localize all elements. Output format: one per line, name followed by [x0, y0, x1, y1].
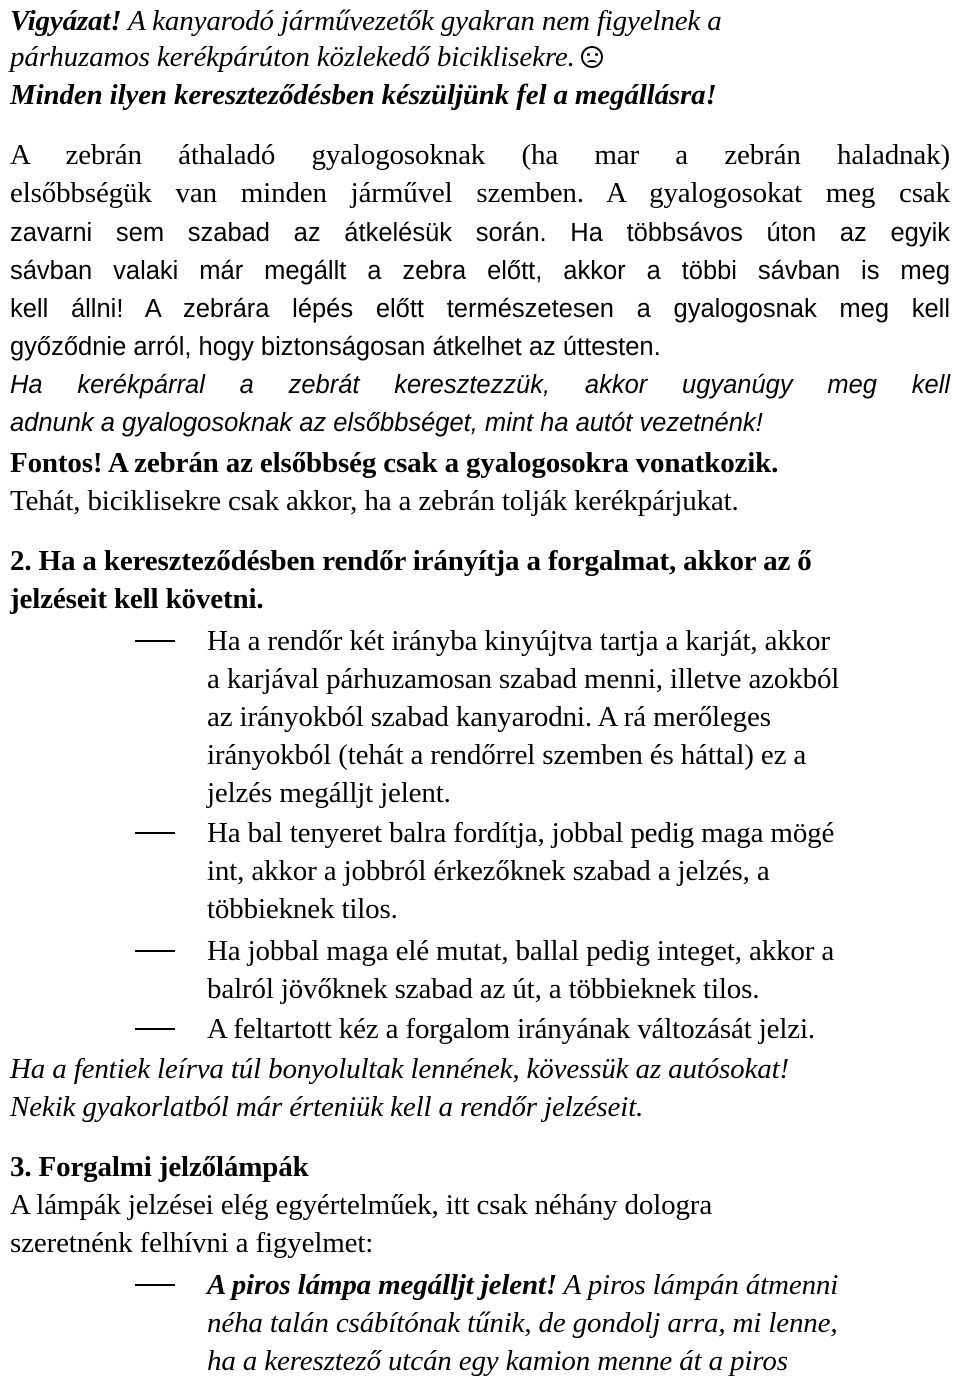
simple-advice-line-1: Ha a fentiek leírva túl bonyolultak lennének, kövessük az autósokat!: [10, 1053, 790, 1085]
bullet-5-line-3: ha a keresztező utcán egy kamion menne át a piros: [207, 1345, 788, 1377]
paragraph-zebra-line-6: győződnie arról, hogy biztonságosan átkelhet az úttesten.: [10, 333, 661, 361]
paragraph-zebra-line-2: elsőbbségük van minden járművel szemben. A gyalogosokat meg csak: [10, 177, 950, 209]
bullet-dash-5: [135, 1284, 175, 1286]
bicycle-note-line-1: Ha kerékpárral a zebrát keresztezzük, akkor ugyanúgy meg kell: [10, 371, 950, 399]
paragraph-zebra-line-5: kell állni! A zebrára lépés előtt természetesen a gyalogosnak meg kell: [10, 295, 950, 323]
paragraph-zebra-line-3: zavarni sem szabad az átkelésük során. Ha többsávos úton az egyik: [10, 219, 950, 247]
bullet-4-line-1: A feltartott kéz a forgalom irányának változását jelzi.: [207, 1013, 816, 1045]
important-line-2: Tehát, biciklisekre csak akkor, ha a zebrán tolják kerékpárjukat.: [10, 485, 739, 517]
section-2-heading-line-2: jelzéseit kell követni.: [10, 583, 264, 615]
bullet-dash-2: [135, 832, 175, 834]
important-line: Fontos! A zebrán az elsőbbség csak a gyalogosokra vonatkozik.: [10, 447, 779, 479]
bullet-5-line-2: néha talán csábítónak tűnik, de gondolj arra, mi lenne,: [207, 1307, 838, 1339]
bicycle-note-line-2: adnunk a gyalogosoknak az elsőbbséget, mint ha autót vezetnénk!: [10, 409, 763, 437]
bullet-1-line-2: a karjával párhuzamosan szabad menni, illetve azokból: [207, 663, 840, 695]
bullet-2-line-2: int, akkor a jobbról érkezőknek szabad a jelzés, a: [207, 855, 770, 887]
warning-line-2-text: párhuzamos kerékpárúton közlekedő biciklisekre.: [10, 41, 575, 73]
warning-line-2: [10, 40, 603, 74]
bullet-2-line-3: többieknek tilos.: [207, 893, 398, 925]
bullet-1-line-4: irányokból (tehát a rendőrrel szemben és háttal) ez a: [207, 739, 807, 771]
bullet-1-line-1: Ha a rendőr két irányba kinyújtva tartja a karját, akkor: [207, 625, 830, 657]
simple-advice-line-2: Nekik gyakorlatból már érteniük kell a rendőr jelzéseit.: [10, 1091, 644, 1123]
bullet-3-line-2: balról jövőknek szabad az út, a többieknek tilos.: [207, 973, 760, 1005]
bullet-2-line-1: Ha bal tenyeret balra fordítja, jobbal pedig maga mögé: [207, 817, 835, 849]
paragraph-zebra-line-4: sávban valaki már megállt a zebra előtt, akkor a többi sávban is meg: [10, 257, 950, 285]
bullet-dash-4: [135, 1028, 175, 1030]
section-3-heading: 3. Forgalmi jelzőlámpák: [10, 1151, 309, 1183]
warning-label: Vigyázat!: [10, 5, 122, 37]
bullet-1-line-5: jelzés megálljt jelent.: [207, 777, 451, 809]
bullet-1-line-3: az irányokból szabad kanyarodni. A rá merőleges: [207, 701, 771, 733]
bullet-3-line-1: Ha jobbal maga elé mutat, ballal pedig integet, akkor a: [207, 935, 835, 967]
bullet-5-line-1-rest: A piros lámpán átmenni: [556, 1269, 839, 1301]
bullet-dash-3: [135, 950, 175, 952]
warning-line-3: Minden ilyen kereszteződésben készüljünk fel a megállásra!: [10, 79, 717, 111]
red-light-statement: A piros lámpa megálljt jelent!: [207, 1269, 557, 1301]
traffic-lights-intro-line-2: szeretnénk felhívni a figyelmet:: [10, 1227, 374, 1259]
warning-text: A kanyarodó járművezetők gyakran nem figyelnek a: [121, 5, 722, 37]
paragraph-zebra-line-1: A zebrán áthaladó gyalogosoknak (ha mar a zebrán haladnak): [10, 139, 950, 171]
bullet-dash-1: [135, 640, 175, 642]
bullet-5-line-1: [207, 1268, 838, 1302]
sad-face-icon: [581, 46, 603, 68]
warning-line-1: [10, 4, 722, 38]
traffic-lights-intro-line-1: A lámpák jelzései elég egyértelműek, itt csak néhány dologra: [10, 1189, 713, 1221]
section-2-heading-line-1: 2. Ha a kereszteződésben rendőr irányítja a forgalmat, akkor az ő: [10, 545, 812, 577]
